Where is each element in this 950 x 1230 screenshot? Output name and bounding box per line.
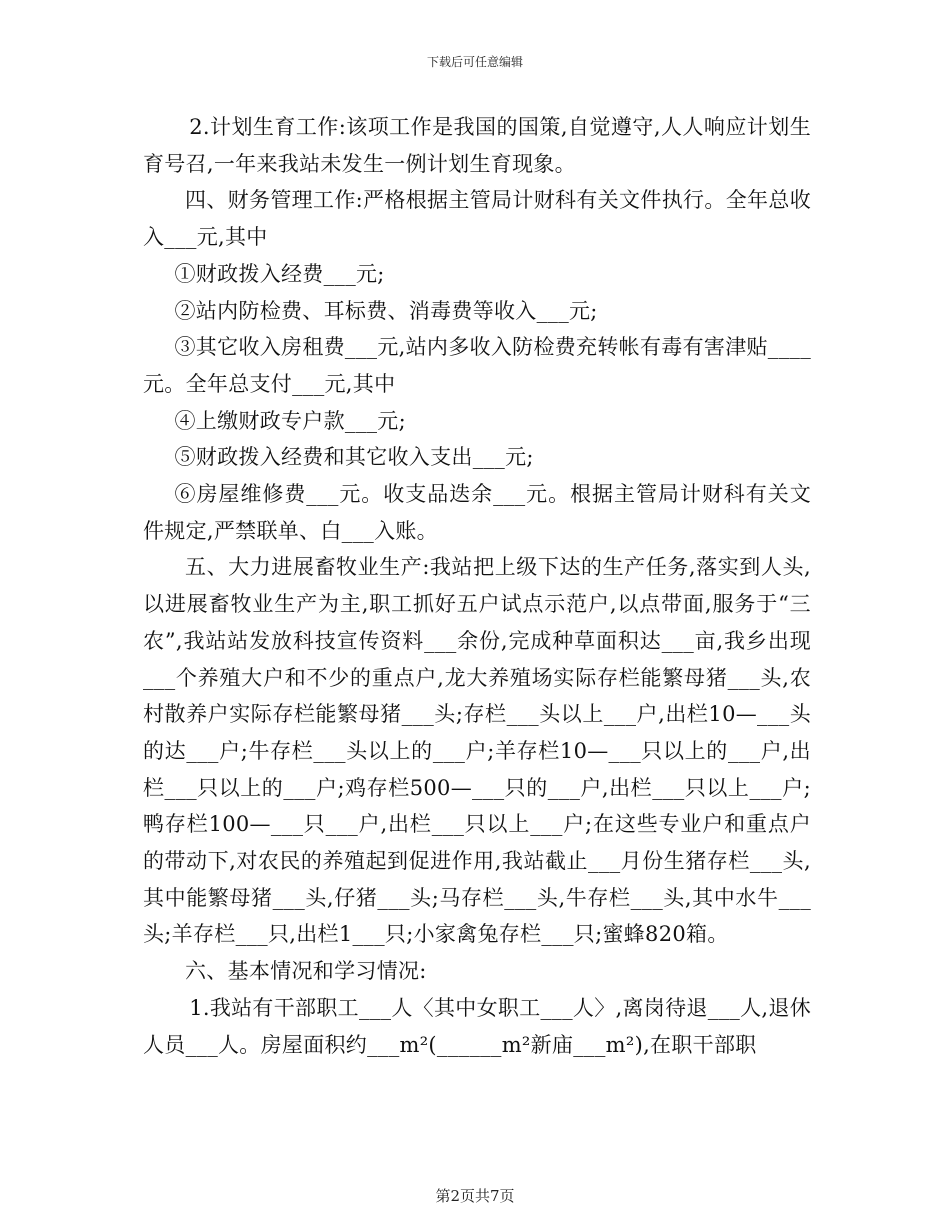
page-header: 下载后可任意编辑 — [426, 55, 523, 69]
paragraph-family-planning: 2.计划生育工作:该项工作是我国的国策,自觉遵守,人人响应计划生育号召,一年来我站未发生一例计划生育现象。 — [143, 115, 811, 176]
list-item-finance-6: ⑥房屋维修费___元。收支品迭余___元。根据主管局计财科有关文件规定,严禁联单、白___入账。 — [143, 482, 811, 543]
list-item-finance-4: ④上缴财政专户款___元; — [174, 408, 406, 433]
paragraph-basic-info-heading: 六、基本情况和学习情况: — [185, 959, 427, 984]
list-item-finance-1: ①财政拨入经费___元; — [174, 261, 385, 286]
paragraph-staff-info: 1.我站有干部职工___人〈其中女职工___人〉,离岗待退___人,退休人员___人。房屋面积约___m²(______m²新庙___m²),在职干部职 — [143, 995, 811, 1057]
list-item-finance-3: ③其它收入房租费___元,站内多收入防检费充转帐有毒有害津贴____元。全年总支付___元,其中 — [143, 335, 811, 396]
list-item-finance-5: ⑤财政拨入经费和其它收入支出___元; — [174, 445, 534, 470]
page-number: 第2页共7页 — [435, 1187, 515, 1205]
paragraph-finance-heading: 四、财务管理工作:严格根据主管局计财科有关文件执行。全年总收入___元,其中 — [143, 188, 811, 250]
paragraph-livestock: 五、大力进展畜牧业生产:我站把上级下达的生产任务,落实到人头,以进展畜牧业生产为主,职工抓好五户试点示范户,以点带面,服务于“三农”,我站站发放科技宣传资料___余份,完成种草面积达___亩,我乡出现___个养殖大户和不少的重点户,龙大养殖场实际存栏能繁母猪___头,农村散养户实际存栏能繁母猪___头;存栏___头以上___户,出栏10—___头的达___户;牛存栏___头以上的___户;羊存栏10—___只以上的___户,出栏___只以上的___户;鸡存栏500—___只的___户,出栏___只以上___户;鸭存栏100—___只___户,出栏___只以上___户;在这些专业户和重点户的带动下,对农民的养殖起到促进作用,我站截止___月份生猪存栏___头,其中能繁母猪___头,仔猪___头;马存栏___头,牛存栏___头,其中水牛___头;羊存栏___只,出栏1___只;小家禽兔存栏___只;蜜蜂820箱。 — [143, 555, 811, 947]
list-item-finance-2: ②站内防检费、耳标费、消毒费等收入___元; — [174, 298, 598, 323]
document-body — [143, 109, 811, 1063]
